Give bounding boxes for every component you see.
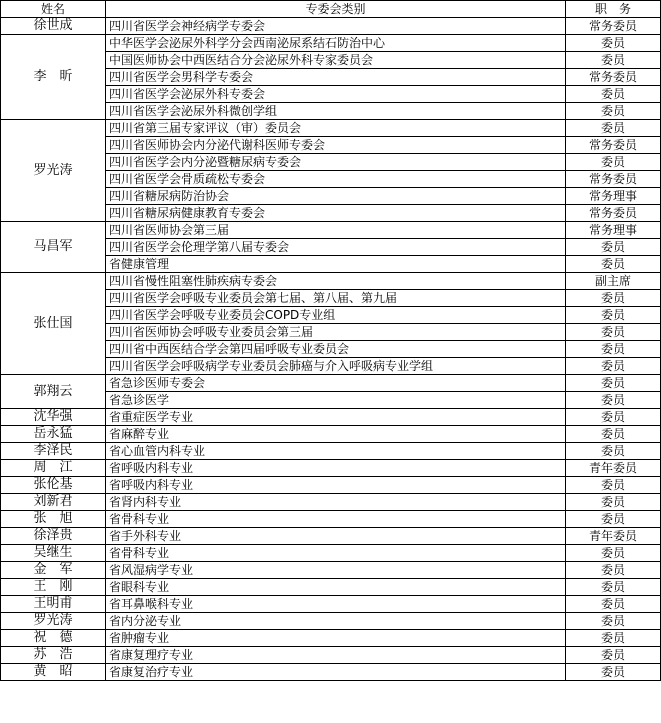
member-position: 委员 (566, 35, 661, 52)
member-position: 常务理事 (566, 188, 661, 205)
member-name: 王 刚 (1, 579, 106, 596)
member-name: 李泽民 (1, 443, 106, 460)
committee-category: 省心血管内科专业 (106, 443, 566, 460)
committee-category: 省呼吸内科专业 (106, 477, 566, 494)
header-row (1, 1, 661, 18)
table-row (1, 579, 661, 596)
table-row (1, 545, 661, 562)
member-name: 祝 德 (1, 630, 106, 647)
committee-category: 四川省医学会内分泌暨糖尿病专委会 (106, 154, 566, 171)
member-position: 常务委员 (566, 205, 661, 222)
member-name: 罗光涛 (1, 613, 106, 630)
table-row (1, 511, 661, 528)
member-position: 委员 (566, 630, 661, 647)
member-name: 金 军 (1, 562, 106, 579)
table-row (1, 375, 661, 392)
member-position: 委员 (566, 443, 661, 460)
committee-category: 省耳鼻喉科专业 (106, 596, 566, 613)
member-position: 委员 (566, 256, 661, 273)
committee-category: 省风湿病学专业 (106, 562, 566, 579)
member-position: 副主席 (566, 273, 661, 290)
committee-category: 省眼科专业 (106, 579, 566, 596)
table-row (1, 460, 661, 477)
member-position: 委员 (566, 375, 661, 392)
member-position: 委员 (566, 120, 661, 137)
header-category: 专委会类别 (106, 1, 566, 18)
committee-category: 四川省医学会泌尿外科专委会 (106, 86, 566, 103)
committee-category: 四川省医学会泌尿外科微创学组 (106, 103, 566, 120)
committee-category: 四川省医师协会内分泌代谢科医师专委会 (106, 137, 566, 154)
member-position: 委员 (566, 494, 661, 511)
committee-category: 四川省糖尿病健康教育专委会 (106, 205, 566, 222)
committee-category: 四川省医学会骨质疏松专委会 (106, 171, 566, 188)
table-row (1, 18, 661, 35)
member-position: 委员 (566, 103, 661, 120)
member-position: 委员 (566, 511, 661, 528)
header-name: 姓名 (1, 1, 106, 18)
committee-category: 四川省医师协会第三届 (106, 222, 566, 239)
member-position: 委员 (566, 579, 661, 596)
member-position: 委员 (566, 290, 661, 307)
table-row (1, 630, 661, 647)
member-position: 青年委员 (566, 460, 661, 477)
member-position: 青年委员 (566, 528, 661, 545)
member-name: 张伦基 (1, 477, 106, 494)
member-position: 委员 (566, 613, 661, 630)
member-position: 委员 (566, 409, 661, 426)
committee-category: 四川省糖尿病防治协会 (106, 188, 566, 205)
member-name: 苏 浩 (1, 647, 106, 664)
member-position: 常务委员 (566, 171, 661, 188)
committee-category: 省呼吸内科专业 (106, 460, 566, 477)
table-row (1, 273, 661, 290)
member-position: 委员 (566, 596, 661, 613)
member-position: 委员 (566, 341, 661, 358)
member-name: 吴继生 (1, 545, 106, 562)
table-row (1, 477, 661, 494)
table-row (1, 443, 661, 460)
member-position: 常务委员 (566, 18, 661, 35)
committee-category: 省重症医学专业 (106, 409, 566, 426)
committee-category: 四川省医学会呼吸专业委员会第七届、第八届、第九届 (106, 290, 566, 307)
member-name: 徐泽贵 (1, 528, 106, 545)
committee-category: 四川省第三届专家评议（审）委员会 (106, 120, 566, 137)
committee-category: 省康复理疗专业 (106, 647, 566, 664)
committee-category: 省麻醉专业 (106, 426, 566, 443)
table-row (1, 494, 661, 511)
member-position: 常务理事 (566, 222, 661, 239)
member-name: 刘新君 (1, 494, 106, 511)
committee-category: 省急诊医师专委会 (106, 375, 566, 392)
committee-category: 省骨科专业 (106, 545, 566, 562)
committee-category: 省内分泌专业 (106, 613, 566, 630)
table-row (1, 35, 661, 52)
table-row (1, 562, 661, 579)
member-name: 张仕国 (1, 273, 106, 375)
committee-category: 四川省医学会男科学专委会 (106, 69, 566, 86)
member-name: 马昌军 (1, 222, 106, 273)
table-row (1, 664, 661, 681)
committee-category: 省手外科专业 (106, 528, 566, 545)
member-name: 沈华强 (1, 409, 106, 426)
member-position: 委员 (566, 664, 661, 681)
committee-category: 省肾内科专业 (106, 494, 566, 511)
table-row (1, 613, 661, 630)
member-position: 委员 (566, 477, 661, 494)
table-row (1, 120, 661, 137)
member-name: 郭翔云 (1, 375, 106, 409)
member-position: 委员 (566, 154, 661, 171)
committee-category: 四川省医学会神经病学专委会 (106, 18, 566, 35)
member-position: 委员 (566, 239, 661, 256)
member-name: 李 昕 (1, 35, 106, 120)
member-position: 委员 (566, 52, 661, 69)
committee-category: 四川省中西医结合学会第四届呼吸专业委员会 (106, 341, 566, 358)
member-name: 黄 昭 (1, 664, 106, 681)
member-position: 委员 (566, 86, 661, 103)
table-row (1, 222, 661, 239)
committee-category: 四川省医学会伦理学第八届专委会 (106, 239, 566, 256)
member-name: 周 江 (1, 460, 106, 477)
member-name: 岳永猛 (1, 426, 106, 443)
committee-category: 省急诊医学 (106, 392, 566, 409)
member-position: 常务委员 (566, 137, 661, 154)
committee-category: 省骨科专业 (106, 511, 566, 528)
committee-category: 中华医学会泌尿外科学分会西南泌尿系结石防治中心 (106, 35, 566, 52)
member-position: 委员 (566, 562, 661, 579)
committee-category: 四川省慢性阻塞性肺疾病专委会 (106, 273, 566, 290)
committee-category: 省健康管理 (106, 256, 566, 273)
member-position: 委员 (566, 358, 661, 375)
committee-category: 四川省医师协会呼吸专业委员会第三届 (106, 324, 566, 341)
table-row (1, 647, 661, 664)
member-position: 常务委员 (566, 69, 661, 86)
member-position: 委员 (566, 426, 661, 443)
committee-category: 四川省医学会呼吸专业委员会COPD专业组 (106, 307, 566, 324)
committee-category: 省康复治疗专业 (106, 664, 566, 681)
table-row (1, 409, 661, 426)
member-name: 王明甫 (1, 596, 106, 613)
member-name: 罗光涛 (1, 120, 106, 222)
table-row (1, 596, 661, 613)
member-position: 委员 (566, 324, 661, 341)
committee-category: 省肿瘤专业 (106, 630, 566, 647)
member-position: 委员 (566, 545, 661, 562)
member-name: 张 旭 (1, 511, 106, 528)
table-row (1, 528, 661, 545)
member-position: 委员 (566, 647, 661, 664)
header-position: 职 务 (566, 1, 661, 18)
member-position: 委员 (566, 392, 661, 409)
member-name: 徐世成 (1, 18, 106, 35)
table-row (1, 426, 661, 443)
committee-category: 中国医师协会中西医结合分会泌尿外科专家委员会 (106, 52, 566, 69)
committee-category: 四川省医学会呼吸病学专业委员会肺癌与介入呼吸病专业学组 (106, 358, 566, 375)
member-position: 委员 (566, 307, 661, 324)
